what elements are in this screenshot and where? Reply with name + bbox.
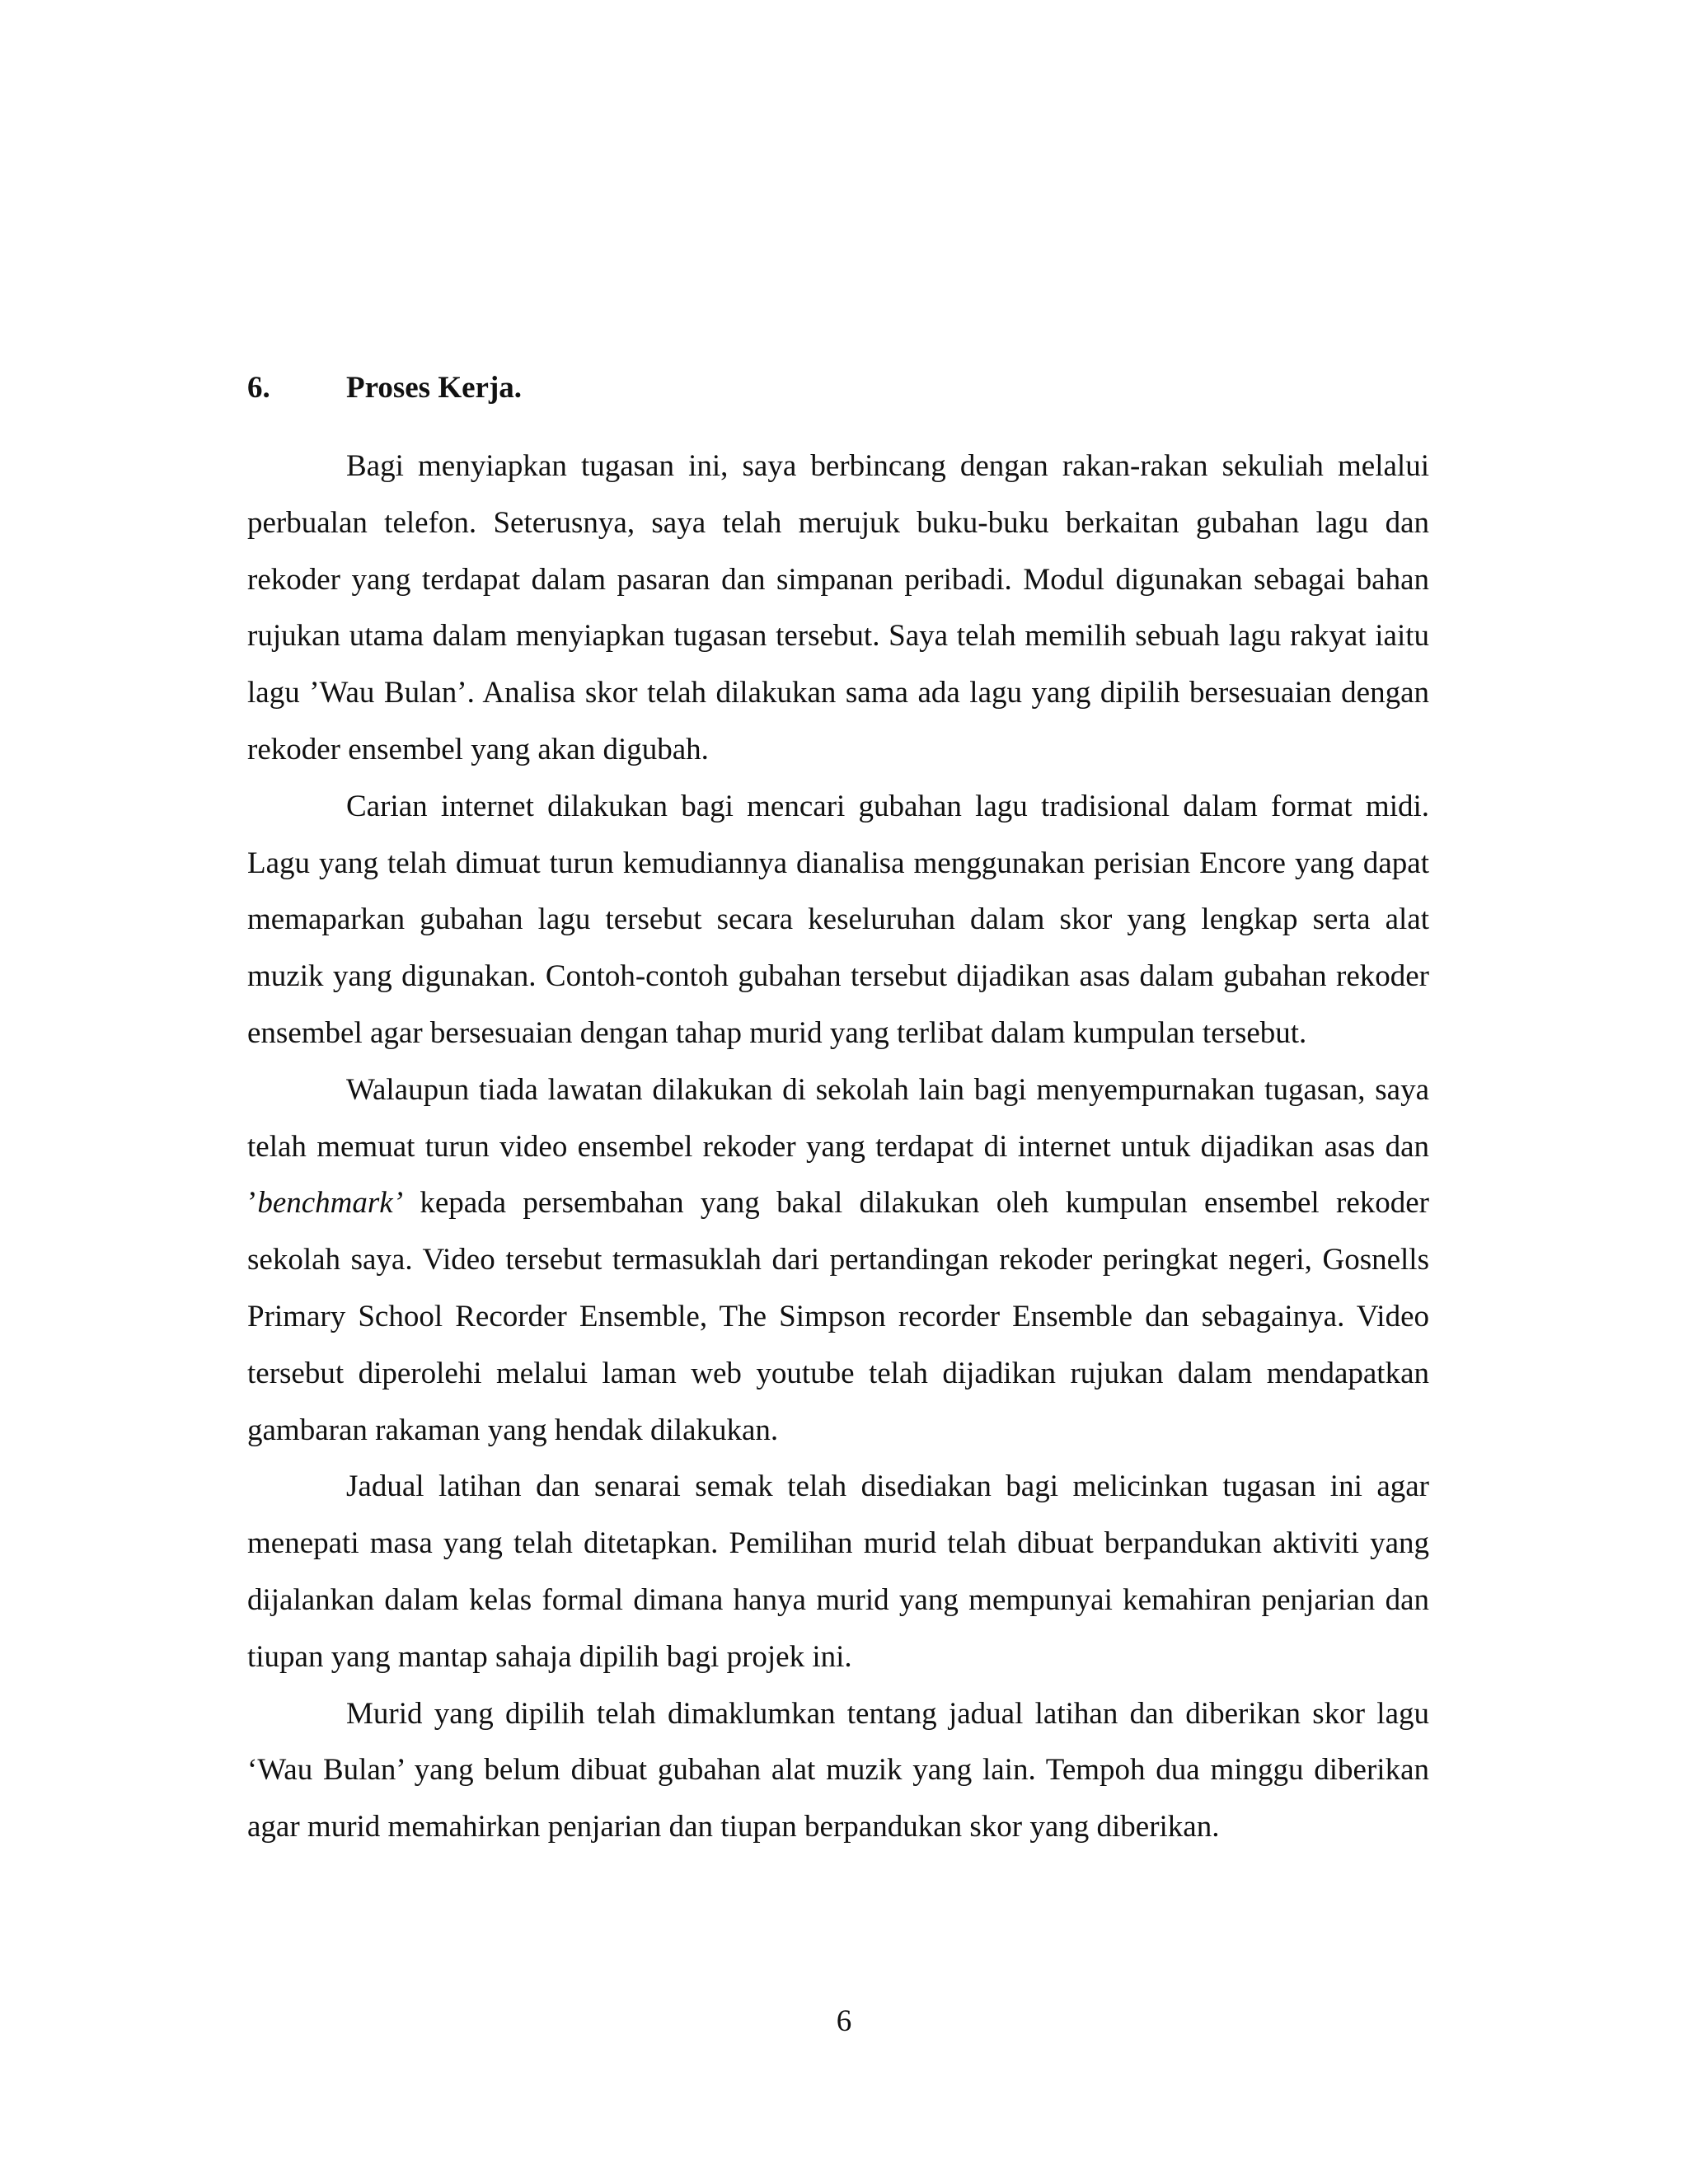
- paragraph-2: Carian internet dilakukan bagi mencari gubahan lagu tradisional dalam format midi. Lagu yang telah dimuat turun kemudiannya dianalisa menggunakan perisian Encore yang dapat memaparkan gubahan lagu tersebut secara keseluruhan dalam skor yang lengkap serta alat muzik yang digunakan. Contoh-contoh gubahan tersebut dijadikan asas dalam gubahan rekoder ensembel agar bersesuaian dengan tahap murid yang terlibat dalam kumpulan tersebut.: [247, 789, 1429, 1050]
- paragraph-4: Jadual latihan dan senarai semak telah disediakan bagi melicinkan tugasan ini agar menepati masa yang telah ditetapkan. Pemilihan murid telah dibuat berpandukan aktiviti yang dijalankan dalam kelas formal dimana hanya murid yang mempunyai kemahiran penjarian dan tiupan yang mantap sahaja dipilih bagi projek ini.: [247, 1469, 1429, 1674]
- section-heading: [247, 368, 522, 409]
- section-title: Proses Kerja.: [346, 371, 523, 405]
- paragraph-3-text-before: Walaupun tiada lawatan dilakukan di sekolah lain bagi menyempurnakan tugasan, saya telah memuat turun video ensembel rekoder yang terdapat di internet untuk dijadikan asas dan ’: [247, 1072, 1429, 1221]
- section-number: 6.: [247, 371, 270, 405]
- body-text: [247, 438, 1429, 1856]
- paragraph-3: [247, 1062, 1429, 1460]
- paragraph-5: Murid yang dipilih telah dimaklumkan tentang jadual latihan dan diberikan skor lagu ‘Wau Bulan’ yang belum dibuat gubahan alat muzik yang lain. Tempoh dua minggu diberikan agar murid memahirkan penjarian dan tiupan berpandukan skor yang diberikan.: [247, 1696, 1429, 1844]
- paragraph-1: Bagi menyiapkan tugasan ini, saya berbincang dengan rakan-rakan sekuliah melalui perbualan telefon. Seterusnya, saya telah merujuk buku-buku berkaitan gubahan lagu dan rekoder yang terdapat dalam pasaran dan simpanan peribadi. Modul digunakan sebagai bahan rujukan utama dalam menyiapkan tugasan tersebut. Saya telah memilih sebuah lagu rakyat iaitu lagu ’Wau Bulan’. Analisa skor telah dilakukan sama ada lagu yang dipilih bersesuaian dengan rekoder ensembel yang akan digubah.: [247, 449, 1429, 766]
- paragraph-3-text-after: kepada persembahan yang bakal dilakukan oleh kumpulan ensembel rekoder sekolah saya. Video tersebut termasuklah dari pertandingan rekoder peringkat negeri, Gosnells Primary School Recorder Ensemble, The Simpson recorder Ensemble dan sebagainya. Video tersebut diperolehi melalui laman web youtube telah dijadikan rujukan dalam mendapatkan gambaran rakaman yang hendak dilakukan.: [247, 1186, 1429, 1447]
- page-number: 6: [836, 2004, 852, 2038]
- paragraph-3-italic-term: benchmark’: [257, 1186, 404, 1221]
